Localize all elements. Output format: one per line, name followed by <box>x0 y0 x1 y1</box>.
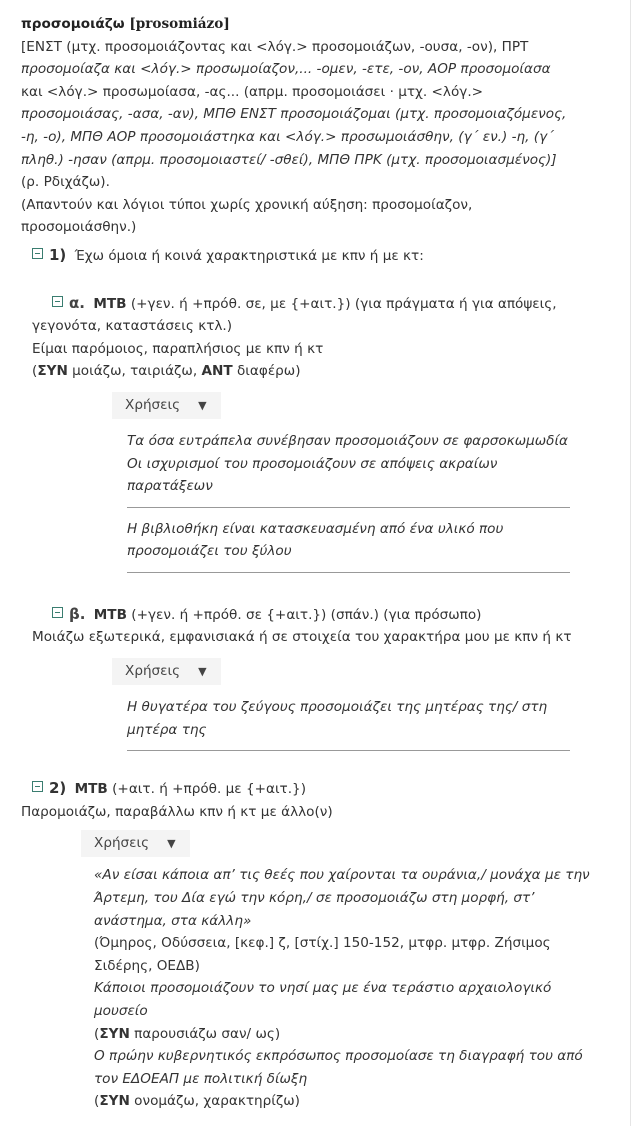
morph-line: [ΕΝΣΤ (μτχ. προσομοιάζοντας και <λόγ.> προσομοιάζων, -ουσα, -ον), ΠΡΤ <box>21 38 529 55</box>
ant-words: διαφέρω <box>236 363 296 380</box>
example-sentence: Η βιβλιοθήκη είναι κατασκευασμένη από ένα υλικό που προσομοιάζει του ξύλου <box>127 520 504 560</box>
usage-note: (για πράγματα ή για απόψεις, <box>354 295 557 312</box>
subsense-definition: Μοιάζω εξωτερικά, εμφανισιακά ή σε στοιχεία του χαρακτήρα μου με κπν ή κτ <box>32 629 572 646</box>
example-sentence: Τα όσα ευτράπελα συνέβησαν προσομοιάζουν σε φαρσοκωμωδία <box>127 432 569 449</box>
quote-source-line: (Όμηρος, Οδύσσεια, [κεφ.] ζ, [στίχ.] 150-152, μτφρ. μτφρ. Ζήσιμος <box>94 935 551 952</box>
sense-number: 2) <box>49 779 67 798</box>
subsense-a <box>32 292 621 573</box>
example-sentence: Ο πρώην κυβερνητικός εκπρόσωπος προσομοίασε τη διαγραφή του από τον ΕΔΟΕΑΠ με πολιτική δίωξη <box>94 1048 583 1087</box>
syn-words: ονομάζω, χαρακτηρίζω) <box>134 1093 300 1110</box>
syn-label: ΣΥΝ <box>99 1093 130 1110</box>
morphology-block <box>21 36 621 239</box>
dropdown-arrow-icon: ▼ <box>198 398 207 412</box>
uses-dropdown-wrap <box>81 830 621 857</box>
morph-line: προσομοιάσθην.) <box>21 219 137 236</box>
uses-dropdown-button[interactable] <box>81 830 190 857</box>
usage-note: (για πρόσωπο) <box>383 606 482 623</box>
quote-source-line: Σιδέρης, ΟΕΔΒ) <box>94 957 200 974</box>
dropdown-arrow-icon: ▼ <box>198 665 207 679</box>
usage-note-cont: γεγονότα, καταστάσεις κτλ.) <box>32 318 233 335</box>
collapse-toggle-icon[interactable] <box>52 607 63 618</box>
syn-label: ΣΥΝ <box>99 1025 130 1042</box>
pos-label: ΜΤΒ <box>93 606 127 623</box>
uses-examples <box>127 692 570 751</box>
examples-group <box>127 692 570 751</box>
grammar-note: (+γεν. ή +πρόθ. σε, με {+αιτ.}) <box>130 295 351 312</box>
uses-dropdown-wrap <box>112 392 621 419</box>
ant-label: ΑΝΤ <box>201 363 233 380</box>
subsense-definition: Είμαι παρόμοιος, παραπλήσιος με κπν ή κτ <box>32 340 324 357</box>
subsense-a-header <box>52 292 621 316</box>
uses-label: Χρήσεις <box>125 663 181 680</box>
morph-line: πληθ.) -ησαν (απρμ. προσομοιαστεί/ -σθεί), ΜΠΘ ΠΡΚ (μτχ. προσομοιασμένος)] <box>21 151 557 168</box>
morph-line: -η, -ο), ΜΠΘ ΑΟΡ προσομοιάστηκα και <λόγ.> προσωμοιάσθην, (γ΄ εν.) -η, (γ΄ <box>21 128 554 145</box>
uses-dropdown-button[interactable] <box>112 658 221 685</box>
synonyms-line: (ΣΥΝ παρουσιάζω σαν/ ως) <box>94 1025 281 1042</box>
example-sentence: Κάποιοι προσομοιάζουν το νησί μας με ένα τεράστιο αρχαιολογικό μουσείο <box>94 980 552 1019</box>
dropdown-arrow-icon: ▼ <box>167 837 176 851</box>
entry-headword <box>21 13 621 36</box>
sense-2 <box>21 777 621 1113</box>
quote-source <box>94 932 591 977</box>
uses-label: Χρήσεις <box>125 396 181 413</box>
examples-group <box>127 426 570 508</box>
uses-dropdown-wrap <box>112 658 621 685</box>
example-sentence: Οι ισχυρισμοί του προσομοιάζουν σε απόψεις ακραίων παρατάξεων <box>127 455 498 495</box>
subsense-b <box>32 603 621 751</box>
sense-1 <box>21 244 621 751</box>
uses-examples <box>94 864 591 1113</box>
syn-label: ΣΥΝ <box>37 363 68 380</box>
sense-definition: Παρομοιάζω, παραβάλλω κπν ή κτ με άλλο(ν) <box>21 803 333 820</box>
collapse-toggle-icon[interactable] <box>32 248 43 259</box>
collapse-toggle-icon[interactable] <box>52 296 63 307</box>
grammar-note: (+αιτ. ή +πρόθ. με {+αιτ.}) <box>112 781 306 798</box>
morph-line: και <λόγ.> προσωμοίασα, -ας... (απρμ. προσομοιάσει · μτχ. <λόγ.> <box>21 83 484 100</box>
morph-line: προσομοιάσας, -ασα, -αν), ΜΠΘ ΕΝΣΤ προσομοιάζομαι (μτχ. προσομοιαζόμενος, <box>21 106 567 123</box>
syn-words: παρουσιάζω σαν/ ως) <box>134 1025 281 1042</box>
sense-definition: Έχω όμοια ή κοινά χαρακτηριστικά με κπν ή με κτ: <box>74 247 424 264</box>
uses-dropdown-button[interactable] <box>112 392 221 419</box>
morph-line: (Απαντούν και λόγιοι τύποι χωρίς χρονική αύξηση: προσομοίαζον, <box>21 196 473 213</box>
headword-text: προσομοιάζω <box>21 16 125 32</box>
examples-group <box>127 508 570 573</box>
morph-line: (ρ. Ρδιχάζω). <box>21 174 110 191</box>
syn-words: μοιάζω, ταιριάζω, <box>72 363 198 380</box>
uses-label: Χρήσεις <box>94 835 150 852</box>
pos-label: ΜΤΒ <box>93 295 127 312</box>
subsense-letter: α. <box>69 293 86 312</box>
subsense-letter: β. <box>69 604 86 623</box>
morph-line: προσομοίαζα και <λόγ.> προσωμοίαζον,... -ομεν, -ετε, -ον, ΑΟΡ προσομοίασα <box>21 61 551 78</box>
literary-quote: «Αν είσαι κάποια απ’ τις θεές που χαίρονται τα ουράνια,/ μονάχα με την Άρτεμη, του Δία εγώ την κόρη,/ σε προσομοιάζω στη μορφή, στ’ ανάστημα, στα κάλλη» <box>94 867 590 929</box>
pos-label: ΜΤΒ <box>74 781 108 798</box>
subsense-b-header <box>52 603 621 627</box>
transliteration: [prosomiázo] <box>129 16 230 32</box>
uses-examples <box>127 426 570 573</box>
sense-number: 1) <box>49 245 67 264</box>
sense-2-header <box>32 777 621 801</box>
sense-1-header <box>32 244 621 268</box>
synonyms-line: (ΣΥΝ ονομάζω, χαρακτηρίζω) <box>94 1093 300 1110</box>
example-sentence: Η θυγατέρα του ζεύγους προσομοιάζει της μητέρας της/ στη μητέρα της <box>127 699 548 738</box>
collapse-toggle-icon[interactable] <box>32 781 43 792</box>
grammar-note: (+γεν. ή +πρόθ. σε {+αιτ.}) (σπάν.) <box>131 606 379 623</box>
synonyms-line: (ΣΥΝ μοιάζω, ταιριάζω, ΑΝΤ διαφέρω) <box>32 363 301 380</box>
